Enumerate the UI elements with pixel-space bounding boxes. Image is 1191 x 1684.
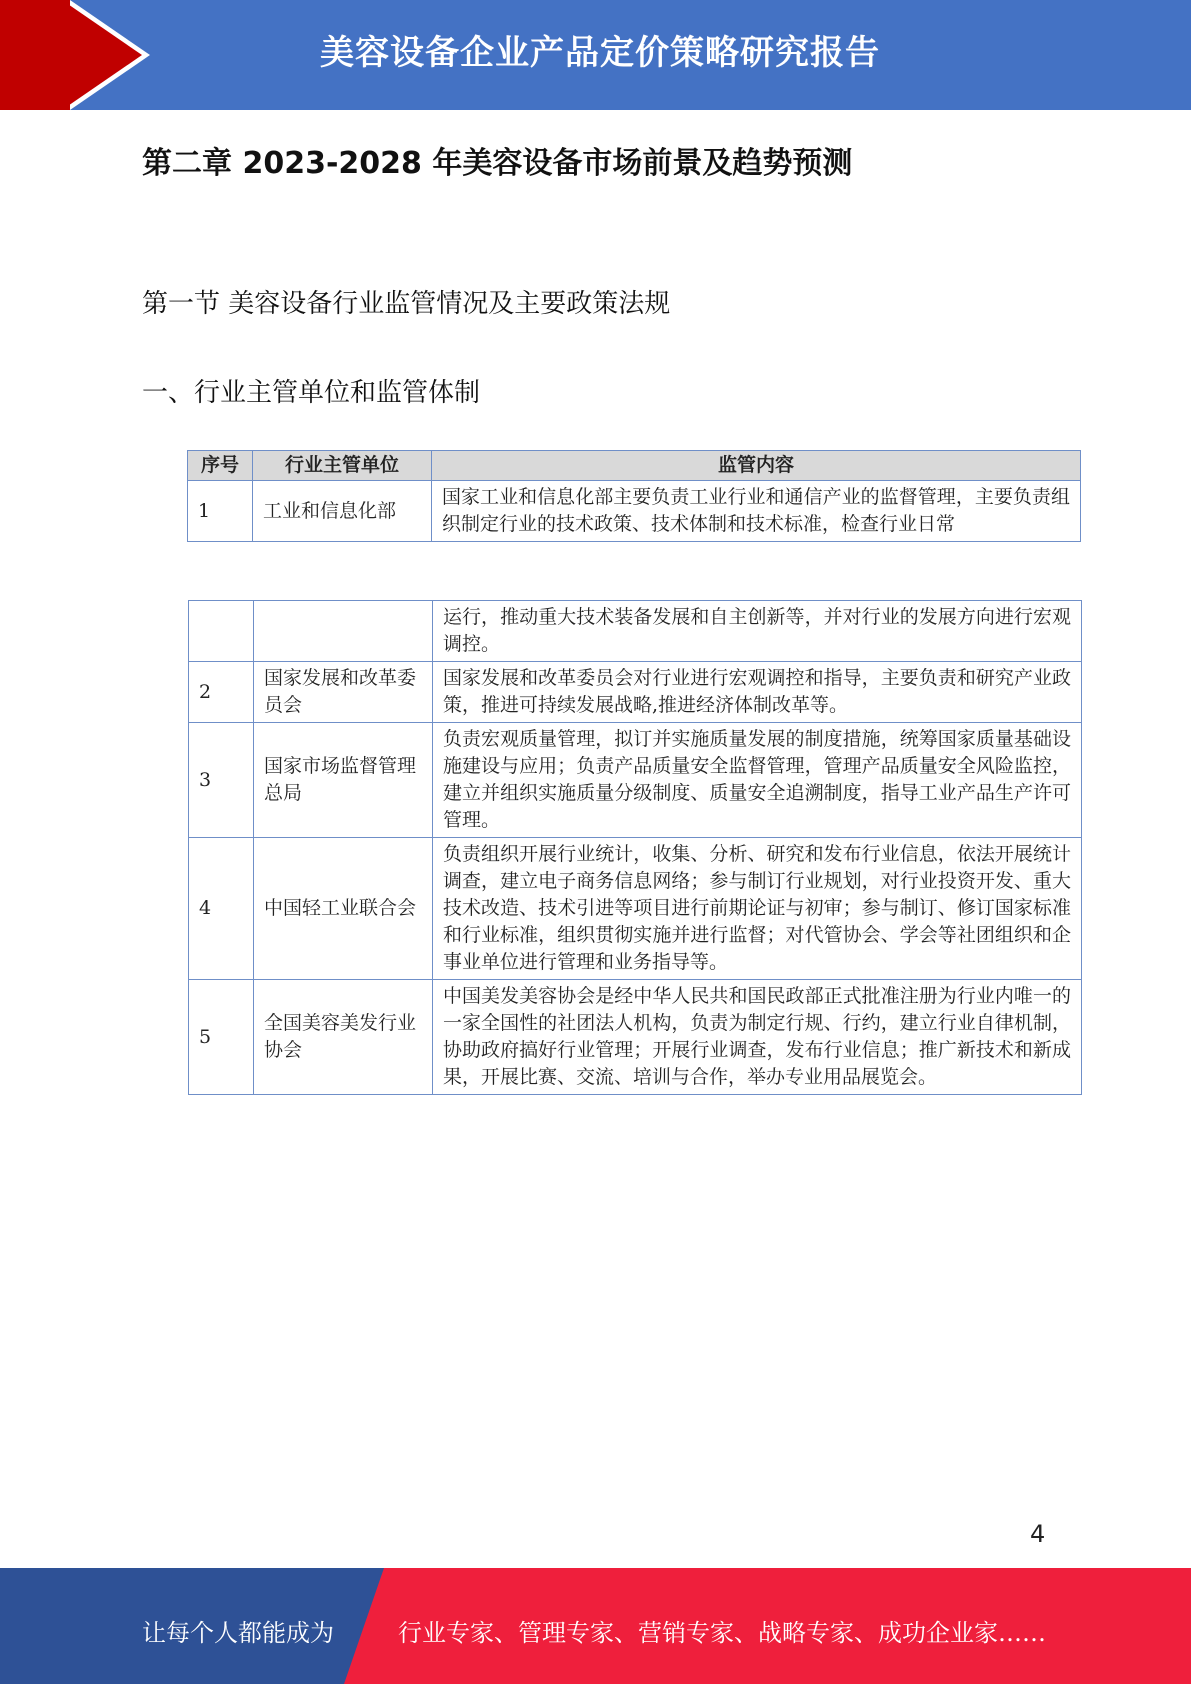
row-content: 运行，推动重大技术装备发展和自主创新等，并对行业的发展方向进行宏观调控。 bbox=[433, 601, 1082, 662]
header-unit: 行业主管单位 bbox=[253, 451, 432, 481]
header-chevron-red bbox=[62, 0, 142, 110]
row-content: 负责宏观质量管理，拟订并实施质量发展的制度措施，统筹国家质量基础设施建设与应用；负责产品质量安全监督管理，管理产品质量安全风险监控，建立并组织实施质量分级制度、质量安全追溯制度，指导工业产品生产许可管理。 bbox=[433, 723, 1082, 838]
row-no: 3 bbox=[189, 723, 254, 838]
row-unit: 国家市场监督管理总局 bbox=[254, 723, 433, 838]
table-row bbox=[188, 481, 1081, 542]
row-unit: 工业和信息化部 bbox=[253, 481, 432, 542]
section-title: 第一节 美容设备行业监管情况及主要政策法规 bbox=[142, 289, 671, 319]
footer-slogan-right: 行业专家、管理专家、营销专家、战略专家、成功企业家…… bbox=[398, 1619, 1046, 1647]
header-no: 序号 bbox=[188, 451, 253, 481]
row-unit bbox=[254, 601, 433, 662]
table-header-row bbox=[188, 451, 1081, 481]
table-row bbox=[189, 723, 1082, 838]
table-row bbox=[189, 980, 1082, 1095]
row-unit: 中国轻工业联合会 bbox=[254, 838, 433, 980]
row-no: 1 bbox=[188, 481, 253, 542]
table-row bbox=[189, 838, 1082, 980]
row-unit: 全国美容美发行业协会 bbox=[254, 980, 433, 1095]
row-no: 4 bbox=[189, 838, 254, 980]
row-content: 国家工业和信息化部主要负责工业行业和通信产业的监督管理，主要负责组织制定行业的技术政策、技术体制和技术标准，检查行业日常 bbox=[432, 481, 1081, 542]
header-red-block bbox=[0, 0, 70, 110]
table-row bbox=[189, 662, 1082, 723]
footer-slant bbox=[344, 1568, 384, 1684]
page-number: 4 bbox=[1030, 1520, 1046, 1548]
row-no: 2 bbox=[189, 662, 254, 723]
row-content: 负责组织开展行业统计，收集、分析、研究和发布行业信息，依法开展统计调查，建立电子商务信息网络；参与制订行业规划，对行业投资开发、重大技术改造、技术引进等项目进行前期论证与初审；参与制订、修订国家标准和行业标准，组织贯彻实施并进行监督；对代管协会、学会等社团组织和企事业单位进行管理和业务指导等。 bbox=[433, 838, 1082, 980]
regulator-table-part2 bbox=[188, 600, 1082, 1095]
row-no: 5 bbox=[189, 980, 254, 1095]
row-no bbox=[189, 601, 254, 662]
subsection-title: 一、行业主管单位和监管体制 bbox=[142, 378, 481, 408]
chapter-title: 第二章 2023-2028 年美容设备市场前景及趋势预测 bbox=[142, 146, 853, 181]
row-unit: 国家发展和改革委员会 bbox=[254, 662, 433, 723]
regulator-table-part1 bbox=[187, 450, 1081, 542]
table-row bbox=[189, 601, 1082, 662]
header-content: 监管内容 bbox=[432, 451, 1081, 481]
row-content: 中国美发美容协会是经中华人民共和国民政部正式批准注册为行业内唯一的一家全国性的社团法人机构，负责为制定行规、行约，建立行业自律机制，协助政府搞好行业管理；开展行业调查，发布行业信息；推广新技术和新成果，开展比赛、交流、培训与合作，举办专业用品展览会。 bbox=[433, 980, 1082, 1095]
row-content: 国家发展和改革委员会对行业进行宏观调控和指导，主要负责和研究产业政策，推进可持续发展战略,推进经济体制改革等。 bbox=[433, 662, 1082, 723]
footer-slogan-left: 让每个人都能成为 bbox=[142, 1619, 334, 1647]
report-title: 美容设备企业产品定价策略研究报告 bbox=[320, 33, 880, 73]
